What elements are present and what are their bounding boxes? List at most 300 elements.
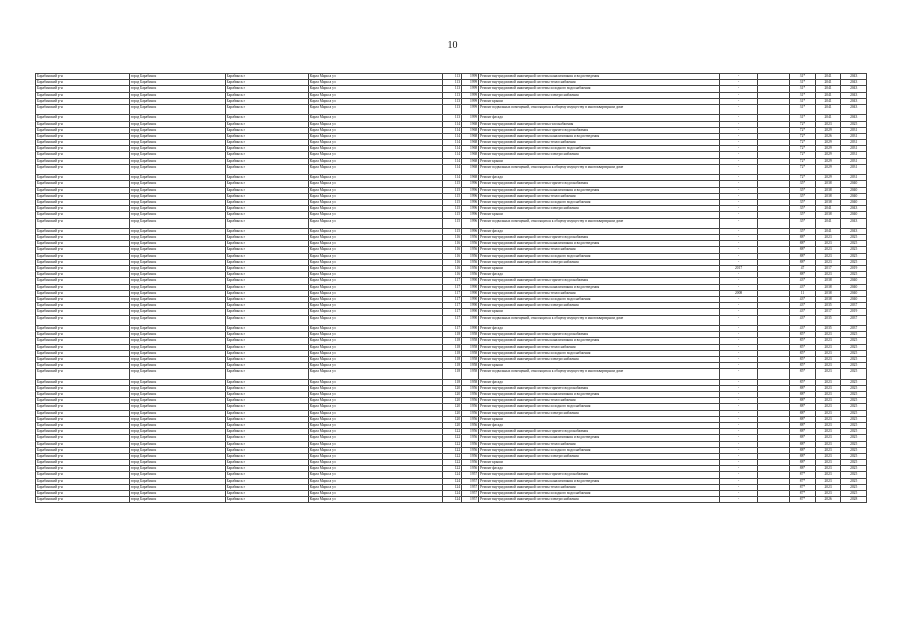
house-number-cell: 115 bbox=[442, 181, 461, 187]
city-cell: город Барабинск bbox=[129, 121, 225, 127]
build-year-cell: 1999 bbox=[462, 115, 479, 121]
build-year-cell: 1958 bbox=[462, 344, 479, 350]
last-repair-year-cell: - bbox=[719, 175, 757, 181]
district-cell: Барабинский р-н bbox=[36, 392, 130, 398]
house-number-cell: 120 bbox=[442, 410, 461, 416]
locality-cell: Барабинск г bbox=[225, 315, 308, 325]
work-type-cell: Ремонт внутридомовой инженерной системы горячего водоснабжения bbox=[479, 429, 720, 435]
street-cell: Карла Маркса ул bbox=[308, 392, 442, 398]
work-type-cell: Ремонт внутридомовой инженерной системы канализования и водоотведения bbox=[479, 241, 720, 247]
locality-cell: Барабинск г bbox=[225, 466, 308, 472]
city-cell: город Барабинск bbox=[129, 344, 225, 350]
street-cell: Карла Маркса ул bbox=[308, 497, 442, 503]
locality-cell: Барабинск г bbox=[225, 259, 308, 265]
end-year-cell: 2040 bbox=[841, 212, 867, 218]
house-number-cell: 115 bbox=[442, 193, 461, 199]
locality-cell: Барабинск г bbox=[225, 212, 308, 218]
work-type-cell: Ремонт внутридомовой инженерной системы канализования и водоотведения bbox=[479, 478, 720, 484]
house-number-cell: 116 bbox=[442, 247, 461, 253]
district-cell: Барабинский р-н bbox=[36, 115, 130, 121]
house-number-cell: 118 bbox=[442, 332, 461, 338]
street-cell: Карла Маркса ул bbox=[308, 80, 442, 86]
last-repair-year-cell: - bbox=[719, 460, 757, 466]
district-cell: Барабинский р-н bbox=[36, 497, 130, 503]
district-cell: Барабинский р-н bbox=[36, 379, 130, 385]
district-cell: Барабинский р-н bbox=[36, 235, 130, 241]
street-cell: Карла Маркса ул bbox=[308, 199, 442, 205]
district-cell: Барабинский р-н bbox=[36, 356, 130, 362]
street-cell: Карла Маркса ул bbox=[308, 115, 442, 121]
city-cell: город Барабинск bbox=[129, 356, 225, 362]
last-repair-year-cell: - bbox=[719, 398, 757, 404]
work-type-cell: Ремонт внутридомовой инженерной системы холодного водоснабжения bbox=[479, 146, 720, 152]
city-cell: город Барабинск bbox=[129, 133, 225, 139]
house-number-cell: 116 bbox=[442, 235, 461, 241]
build-year-cell: 1968 bbox=[462, 127, 479, 133]
street-cell: Карла Маркса ул bbox=[308, 478, 442, 484]
work-type-cell: Ремонт внутридомовой инженерной системы теплоснабжения bbox=[479, 398, 720, 404]
street-cell: Карла Маркса ул bbox=[308, 127, 442, 133]
locality-cell: Барабинск г bbox=[225, 472, 308, 478]
build-year-cell: 1956 bbox=[462, 241, 479, 247]
street-cell: Карла Маркса ул bbox=[308, 379, 442, 385]
table-row bbox=[36, 164, 867, 174]
last-repair-year-cell: - bbox=[719, 497, 757, 503]
house-number-cell: 120 bbox=[442, 404, 461, 410]
work-type-cell: Ремонт крыши bbox=[479, 266, 720, 272]
work-type-cell: Ремонт внутридомовой инженерной системы теплоснабжения bbox=[479, 344, 720, 350]
build-year-cell: 1957 bbox=[462, 472, 479, 478]
locality-cell: Барабинск г bbox=[225, 325, 308, 331]
house-number-cell: 122 bbox=[442, 435, 461, 441]
wear-percent-cell: 47 bbox=[790, 266, 816, 272]
end-year-cell: 2025 bbox=[841, 363, 867, 369]
street-cell: Карла Маркса ул bbox=[308, 332, 442, 338]
locality-cell: Барабинск г bbox=[225, 410, 308, 416]
house-number-cell: 115 bbox=[442, 206, 461, 212]
work-type-cell: Ремонт фасада bbox=[479, 115, 720, 121]
build-year-cell: 1999 bbox=[462, 98, 479, 104]
wear-percent-cell: 31* bbox=[790, 92, 816, 98]
last-repair-year-cell: - bbox=[719, 158, 757, 164]
last-repair-year-cell: - bbox=[719, 152, 757, 158]
build-year-cell: 1956 bbox=[462, 441, 479, 447]
street-cell: Карла Маркса ул bbox=[308, 369, 442, 379]
build-year-cell: 1958 bbox=[462, 363, 479, 369]
last-repair-year-cell: - bbox=[719, 484, 757, 490]
last-repair-year-cell: - bbox=[719, 228, 757, 234]
street-cell: Карла Маркса ул bbox=[308, 385, 442, 391]
street-cell: Карла Маркса ул bbox=[308, 422, 442, 428]
street-cell: Карла Маркса ул bbox=[308, 278, 442, 284]
build-year-cell: 1968 bbox=[462, 133, 479, 139]
city-cell: город Барабинск bbox=[129, 325, 225, 331]
house-number-cell: 124 bbox=[442, 472, 461, 478]
house-number-cell: 124 bbox=[442, 484, 461, 490]
city-cell: город Барабинск bbox=[129, 453, 225, 459]
start-year-cell: 2023 bbox=[815, 491, 841, 497]
build-year-cell: 1990 bbox=[462, 325, 479, 331]
work-type-cell: Ремонт внутридомовой инженерной системы теплоснабжения bbox=[479, 441, 720, 447]
district-cell: Барабинский р-н bbox=[36, 447, 130, 453]
locality-cell: Барабинск г bbox=[225, 152, 308, 158]
district-cell: Барабинский р-н bbox=[36, 484, 130, 490]
work-type-cell: Ремонт внутридомовой инженерной системы горячего водоснабжения bbox=[479, 472, 720, 478]
last-repair-year-cell: - bbox=[719, 127, 757, 133]
last-repair-year-cell: - bbox=[719, 247, 757, 253]
end-year-cell: 2043 bbox=[841, 206, 867, 212]
build-year-cell: 1996 bbox=[462, 206, 479, 212]
work-type-cell: Ремонт фасада bbox=[479, 466, 720, 472]
street-cell: Карла Маркса ул bbox=[308, 181, 442, 187]
city-cell: город Барабинск bbox=[129, 272, 225, 278]
district-cell: Барабинский р-н bbox=[36, 404, 130, 410]
end-year-cell: 2031 bbox=[841, 152, 867, 158]
city-cell: город Барабинск bbox=[129, 86, 225, 92]
street-cell: Карла Маркса ул bbox=[308, 140, 442, 146]
street-cell: Карла Маркса ул bbox=[308, 404, 442, 410]
wear-percent-cell: 31* bbox=[790, 74, 816, 80]
locality-cell: Барабинск г bbox=[225, 422, 308, 428]
city-cell: город Барабинск bbox=[129, 429, 225, 435]
start-year-cell: 2023 bbox=[815, 429, 841, 435]
table-row bbox=[36, 104, 867, 114]
last-repair-year-cell: - bbox=[719, 385, 757, 391]
wear-percent-cell: 88* bbox=[790, 460, 816, 466]
wear-percent-cell: 43* bbox=[790, 325, 816, 331]
district-cell: Барабинский р-н bbox=[36, 410, 130, 416]
end-year-cell: 2025 bbox=[841, 356, 867, 362]
street-cell: Карла Маркса ул bbox=[308, 484, 442, 490]
house-number-cell: 115 bbox=[442, 212, 461, 218]
street-cell: Карла Маркса ул bbox=[308, 74, 442, 80]
city-cell: город Барабинск bbox=[129, 315, 225, 325]
district-cell: Барабинский р-н bbox=[36, 491, 130, 497]
city-cell: город Барабинск bbox=[129, 80, 225, 86]
build-year-cell: 1956 bbox=[462, 416, 479, 422]
district-cell: Барабинский р-н bbox=[36, 429, 130, 435]
locality-cell: Барабинск г bbox=[225, 435, 308, 441]
work-type-cell: Ремонт внутридомовой инженерной системы горячего водоснабжения bbox=[479, 332, 720, 338]
last-repair-year-cell: - bbox=[719, 344, 757, 350]
street-cell: Карла Маркса ул bbox=[308, 344, 442, 350]
start-year-cell: 2023 bbox=[815, 121, 841, 127]
house-number-cell: 122 bbox=[442, 447, 461, 453]
build-year-cell: 1990 bbox=[462, 303, 479, 309]
wear-percent-cell: 43* bbox=[790, 309, 816, 315]
start-year-cell: 2041 bbox=[815, 218, 841, 228]
locality-cell: Барабинск г bbox=[225, 385, 308, 391]
end-year-cell: 2037 bbox=[841, 303, 867, 309]
work-type-cell: Ремонт крыши bbox=[479, 460, 720, 466]
wear-percent-cell: 88* bbox=[790, 410, 816, 416]
district-cell: Барабинский р-н bbox=[36, 385, 130, 391]
house-number-cell: 115 bbox=[442, 187, 461, 193]
last-repair-year-cell: - bbox=[719, 104, 757, 114]
empty-cell bbox=[758, 104, 790, 114]
end-year-cell: 2025 bbox=[841, 404, 867, 410]
house-number-cell: 115 bbox=[442, 199, 461, 205]
house-number-cell: 114 bbox=[442, 158, 461, 164]
city-cell: город Барабинск bbox=[129, 193, 225, 199]
last-repair-year-cell: - bbox=[719, 74, 757, 80]
house-number-cell: 120 bbox=[442, 416, 461, 422]
start-year-cell: 2023 bbox=[815, 369, 841, 379]
page-number: 10 bbox=[447, 40, 458, 51]
city-cell: город Барабинск bbox=[129, 369, 225, 379]
wear-percent-cell: 35* bbox=[790, 218, 816, 228]
wear-percent-cell: 88* bbox=[790, 253, 816, 259]
start-year-cell: 2023 bbox=[815, 398, 841, 404]
city-cell: город Барабинск bbox=[129, 228, 225, 234]
district-cell: Барабинский р-н bbox=[36, 187, 130, 193]
house-number-cell: 117 bbox=[442, 284, 461, 290]
house-number-cell: 118 bbox=[442, 356, 461, 362]
locality-cell: Барабинск г bbox=[225, 460, 308, 466]
last-repair-year-cell: - bbox=[719, 466, 757, 472]
house-number-cell: 122 bbox=[442, 453, 461, 459]
district-cell: Барабинский р-н bbox=[36, 104, 130, 114]
house-number-cell: 114 bbox=[442, 140, 461, 146]
end-year-cell: 2043 bbox=[841, 98, 867, 104]
table-row bbox=[36, 497, 867, 503]
start-year-cell: 2041 bbox=[815, 92, 841, 98]
start-year-cell: 2041 bbox=[815, 115, 841, 121]
house-number-cell: 114 bbox=[442, 152, 461, 158]
start-year-cell: 2038 bbox=[815, 212, 841, 218]
house-number-cell: 124 bbox=[442, 478, 461, 484]
last-repair-year-cell: - bbox=[719, 133, 757, 139]
last-repair-year-cell: - bbox=[719, 410, 757, 416]
build-year-cell: 1956 bbox=[462, 398, 479, 404]
house-number-cell: 122 bbox=[442, 441, 461, 447]
start-year-cell: 2029 bbox=[815, 152, 841, 158]
locality-cell: Барабинск г bbox=[225, 199, 308, 205]
city-cell: город Барабинск bbox=[129, 74, 225, 80]
locality-cell: Барабинск г bbox=[225, 140, 308, 146]
start-year-cell: 2023 bbox=[815, 235, 841, 241]
district-cell: Барабинский р-н bbox=[36, 218, 130, 228]
district-cell: Барабинский р-н bbox=[36, 266, 130, 272]
house-number-cell: 117 bbox=[442, 303, 461, 309]
end-year-cell: 2028 bbox=[841, 497, 867, 503]
empty-cell bbox=[758, 497, 790, 503]
last-repair-year-cell: - bbox=[719, 284, 757, 290]
last-repair-year-cell: - bbox=[719, 164, 757, 174]
wear-percent-cell: 35* bbox=[790, 199, 816, 205]
locality-cell: Барабинск г bbox=[225, 338, 308, 344]
city-cell: город Барабинск bbox=[129, 497, 225, 503]
end-year-cell: 2025 bbox=[841, 350, 867, 356]
city-cell: город Барабинск bbox=[129, 104, 225, 114]
district-cell: Барабинский р-н bbox=[36, 460, 130, 466]
last-repair-year-cell: - bbox=[719, 218, 757, 228]
start-year-cell: 2023 bbox=[815, 253, 841, 259]
house-number-cell: 122 bbox=[442, 429, 461, 435]
end-year-cell: 2025 bbox=[841, 332, 867, 338]
start-year-cell: 2023 bbox=[815, 460, 841, 466]
last-repair-year-cell: - bbox=[719, 206, 757, 212]
wear-percent-cell: 31* bbox=[790, 86, 816, 92]
work-type-cell: Ремонт фасада bbox=[479, 422, 720, 428]
start-year-cell: 2023 bbox=[815, 272, 841, 278]
street-cell: Карла Маркса ул bbox=[308, 218, 442, 228]
house-number-cell: 113 bbox=[442, 74, 461, 80]
last-repair-year-cell: - bbox=[719, 187, 757, 193]
build-year-cell: 1957 bbox=[462, 491, 479, 497]
city-cell: город Барабинск bbox=[129, 460, 225, 466]
wear-percent-cell: 72* bbox=[790, 146, 816, 152]
wear-percent-cell: 72* bbox=[790, 175, 816, 181]
end-year-cell: 2025 bbox=[841, 453, 867, 459]
last-repair-year-cell: - bbox=[719, 435, 757, 441]
wear-percent-cell: 87* bbox=[790, 484, 816, 490]
wear-percent-cell: 87* bbox=[790, 478, 816, 484]
wear-percent-cell: 31* bbox=[790, 115, 816, 121]
house-number-cell: 117 bbox=[442, 325, 461, 331]
end-year-cell: 2019 bbox=[841, 266, 867, 272]
start-year-cell: 2023 bbox=[815, 392, 841, 398]
end-year-cell: 2025 bbox=[841, 121, 867, 127]
city-cell: город Барабинск bbox=[129, 158, 225, 164]
work-type-cell: Ремонт внутридомовой инженерной системы горячего водоснабжения bbox=[479, 385, 720, 391]
end-year-cell: 2025 bbox=[841, 484, 867, 490]
district-cell: Барабинский р-н bbox=[36, 241, 130, 247]
start-year-cell: 2023 bbox=[815, 344, 841, 350]
district-cell: Барабинский р-н bbox=[36, 290, 130, 296]
work-type-cell: Ремонт внутридомовой инженерной системы горячего водоснабжения bbox=[479, 235, 720, 241]
end-year-cell: 2043 bbox=[841, 74, 867, 80]
last-repair-year-cell: - bbox=[719, 491, 757, 497]
end-year-cell: 2025 bbox=[841, 410, 867, 416]
locality-cell: Барабинск г bbox=[225, 296, 308, 302]
house-number-cell: 115 bbox=[442, 218, 461, 228]
last-repair-year-cell: - bbox=[719, 338, 757, 344]
build-year-cell: 1968 bbox=[462, 152, 479, 158]
locality-cell: Барабинск г bbox=[225, 478, 308, 484]
street-cell: Карла Маркса ул bbox=[308, 175, 442, 181]
locality-cell: Барабинск г bbox=[225, 416, 308, 422]
work-type-cell: Ремонт крыши bbox=[479, 212, 720, 218]
locality-cell: Барабинск г bbox=[225, 290, 308, 296]
end-year-cell: 2031 bbox=[841, 158, 867, 164]
start-year-cell: 2038 bbox=[815, 290, 841, 296]
start-year-cell: 2029 bbox=[815, 175, 841, 181]
locality-cell: Барабинск г bbox=[225, 181, 308, 187]
street-cell: Карла Маркса ул bbox=[308, 410, 442, 416]
start-year-cell: 2023 bbox=[815, 422, 841, 428]
locality-cell: Барабинск г bbox=[225, 484, 308, 490]
wear-percent-cell: 72* bbox=[790, 121, 816, 127]
wear-percent-cell: 43* bbox=[790, 284, 816, 290]
house-number-cell: 122 bbox=[442, 466, 461, 472]
street-cell: Карла Маркса ул bbox=[308, 363, 442, 369]
wear-percent-cell: 72* bbox=[790, 133, 816, 139]
locality-cell: Барабинск г bbox=[225, 80, 308, 86]
city-cell: город Барабинск bbox=[129, 199, 225, 205]
street-cell: Карла Маркса ул bbox=[308, 284, 442, 290]
last-repair-year-cell: - bbox=[719, 379, 757, 385]
build-year-cell: 1996 bbox=[462, 187, 479, 193]
street-cell: Карла Маркса ул bbox=[308, 212, 442, 218]
district-cell: Барабинский р-н bbox=[36, 296, 130, 302]
city-cell: город Барабинск bbox=[129, 175, 225, 181]
wear-percent-cell: 85* bbox=[790, 363, 816, 369]
build-year-cell: 1999 bbox=[462, 86, 479, 92]
work-type-cell: Ремонт внутридомовой инженерной системы теплоснабжения bbox=[479, 80, 720, 86]
house-number-cell: 114 bbox=[442, 164, 461, 174]
house-number-cell: 113 bbox=[442, 98, 461, 104]
city-cell: город Барабинск bbox=[129, 379, 225, 385]
work-type-cell: Ремонт внутридомовой инженерной системы электроснабжения bbox=[479, 410, 720, 416]
start-year-cell: 2029 bbox=[815, 140, 841, 146]
locality-cell: Барабинск г bbox=[225, 392, 308, 398]
district-cell: Барабинский р-н bbox=[36, 472, 130, 478]
empty-cell bbox=[758, 218, 790, 228]
last-repair-year-cell: - bbox=[719, 453, 757, 459]
start-year-cell: 2029 bbox=[815, 158, 841, 164]
last-repair-year-cell: - bbox=[719, 447, 757, 453]
end-year-cell: 2025 bbox=[841, 491, 867, 497]
build-year-cell: 1958 bbox=[462, 350, 479, 356]
work-type-cell: Ремонт внутридомовой инженерной системы холодного водоснабжения bbox=[479, 86, 720, 92]
end-year-cell: 2031 bbox=[841, 140, 867, 146]
end-year-cell: 2031 bbox=[841, 175, 867, 181]
locality-cell: Барабинск г bbox=[225, 146, 308, 152]
street-cell: Карла Маркса ул bbox=[308, 266, 442, 272]
last-repair-year-cell: - bbox=[719, 315, 757, 325]
wear-percent-cell: 88* bbox=[790, 466, 816, 472]
locality-cell: Барабинск г bbox=[225, 187, 308, 193]
district-cell: Барабинский р-н bbox=[36, 478, 130, 484]
street-cell: Карла Маркса ул bbox=[308, 86, 442, 92]
build-year-cell: 1957 bbox=[462, 497, 479, 503]
street-cell: Карла Маркса ул bbox=[308, 121, 442, 127]
build-year-cell: 1956 bbox=[462, 235, 479, 241]
district-cell: Барабинский р-н bbox=[36, 284, 130, 290]
house-number-cell: 118 bbox=[442, 369, 461, 379]
last-repair-year-cell: - bbox=[719, 98, 757, 104]
start-year-cell: 2038 bbox=[815, 181, 841, 187]
empty-cell bbox=[758, 315, 790, 325]
build-year-cell: 1968 bbox=[462, 164, 479, 174]
district-cell: Барабинский р-н bbox=[36, 133, 130, 139]
wear-percent-cell: 72* bbox=[790, 140, 816, 146]
start-year-cell: 2038 bbox=[815, 187, 841, 193]
locality-cell: Барабинск г bbox=[225, 497, 308, 503]
build-year-cell: 1990 bbox=[462, 309, 479, 315]
build-year-cell: 1956 bbox=[462, 460, 479, 466]
locality-cell: Барабинск г bbox=[225, 253, 308, 259]
city-cell: город Барабинск bbox=[129, 422, 225, 428]
locality-cell: Барабинск г bbox=[225, 92, 308, 98]
street-cell: Карла Маркса ул bbox=[308, 453, 442, 459]
end-year-cell: 2040 bbox=[841, 290, 867, 296]
last-repair-year-cell: - bbox=[719, 193, 757, 199]
start-year-cell: 2041 bbox=[815, 80, 841, 86]
wear-percent-cell: 31* bbox=[790, 98, 816, 104]
work-type-cell: Ремонт крыши bbox=[479, 363, 720, 369]
work-type-cell: Ремонт внутридомовой инженерной системы горячего водоснабжения bbox=[479, 181, 720, 187]
street-cell: Карла Маркса ул bbox=[308, 98, 442, 104]
work-type-cell: Ремонт внутридомовой инженерной системы теплоснабжения bbox=[479, 247, 720, 253]
end-year-cell: 2025 bbox=[841, 235, 867, 241]
start-year-cell: 2041 bbox=[815, 74, 841, 80]
district-cell: Барабинский р-н bbox=[36, 259, 130, 265]
city-cell: город Барабинск bbox=[129, 338, 225, 344]
wear-percent-cell: 88* bbox=[790, 241, 816, 247]
table-body bbox=[36, 74, 867, 503]
